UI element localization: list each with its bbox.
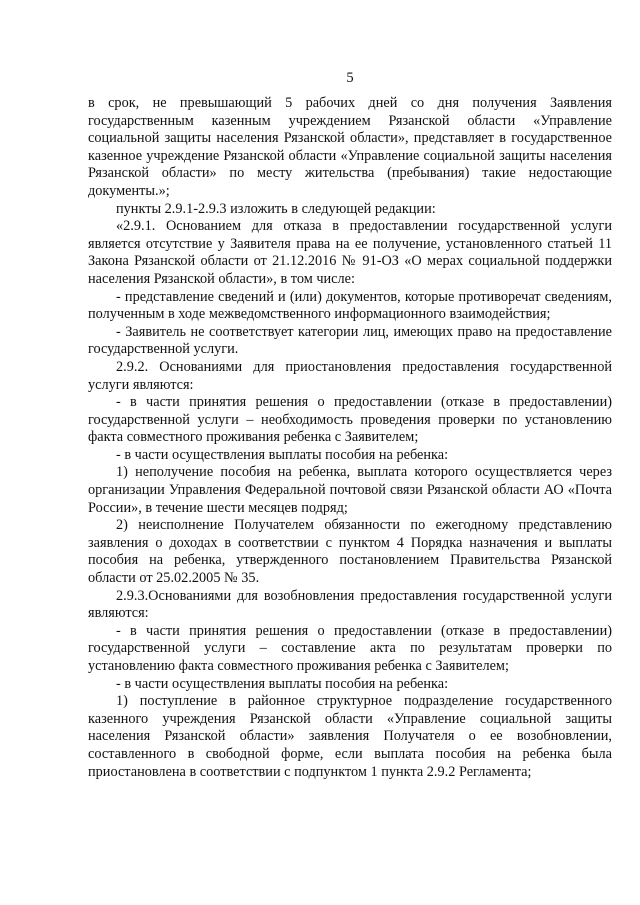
page-number: 5 xyxy=(346,70,354,86)
paragraph-continuation: в срок, не превышающий 5 рабочих дней со дня получения Заявления государственным казенным учреждением Рязанской области «Управление социальной защиты населения Рязанской области», представляет в государственное казенное учреждение Рязанской области «Управление социальной защиты населения Рязанской области» по месту жительства (пребывания) такие недостающие документы.»; xyxy=(88,95,612,199)
paragraph-2-9-2: 2.9.2. Основаниями для приостановления предоставления государственной услуги являются: xyxy=(88,358,612,393)
document-body xyxy=(88,95,612,781)
list-item-non-receipt: 1) неполучение пособия на ребенка, выплата которого осуществляется через организации Управления Федеральной почтовой связи Рязанской области АО «Почта России», в течение шести месяцев подряд; xyxy=(88,464,612,516)
paragraph-amendment-intro: пункты 2.9.1-2.9.3 изложить в следующей редакции: xyxy=(116,200,436,217)
list-item-resumption-application: 1) поступление в районное структурное подразделение государственного казенного учреждения Рязанской области «Управление социальной защиты населения Рязанской области» заявления Получателя о ее возобновлении, составленного в свободной форме, если выплата пособия на ребенка была приостановлена в соответствии с подпунктом 1 пункта 2.9.2 Регламента; xyxy=(88,693,612,780)
list-item-income-statement: 2) неисполнение Получателем обязанности по ежегодному представлению заявления о доходах в соответствии с пунктом 4 Порядка назначения и выплаты пособия на ребенка, утвержденного постановлением Правительства Рязанской области от 25.02.2005 № 35. xyxy=(88,517,612,587)
list-item-payment-part-2: - в части осуществления выплаты пособия на ребенка: xyxy=(116,675,449,692)
list-item-not-eligible: - Заявитель не соответствует категории лиц, имеющих право на предоставление государственной услуги. xyxy=(88,323,612,358)
list-item-payment-part: - в части осуществления выплаты пособия на ребенка: xyxy=(116,446,449,463)
list-item-verification-needed: - в части принятия решения о предоставлении (отказе в предоставлении) государственной услуги – необходимость проведения проверки по установлению факта совместного проживания ребенка с Заявителем; xyxy=(88,394,612,446)
paragraph-2-9-1: «2.9.1. Основанием для отказа в предоставлении государственной услуги является отсутствие у Заявителя права на ее получение, установленного статьей 11 Закона Рязанской области от 21.12.2016 № 91-ОЗ «О мерах социальной поддержки населения Рязанской области», в том числе: xyxy=(88,218,612,287)
list-item-contradicting-info: - представление сведений и (или) документов, которые противоречат сведениям, полученным в ходе межведомственного информационного взаимодействия; xyxy=(88,288,612,323)
paragraph-2-9-3: 2.9.3.Основаниями для возобновления предоставления государственной услуги являются: xyxy=(88,587,612,622)
list-item-act-drawn-up: - в части принятия решения о предоставлении (отказе в предоставлении) государственной услуги – составление акта по результатам проверки по установлению факта совместного проживания ребенка с Заявителем; xyxy=(88,622,612,674)
